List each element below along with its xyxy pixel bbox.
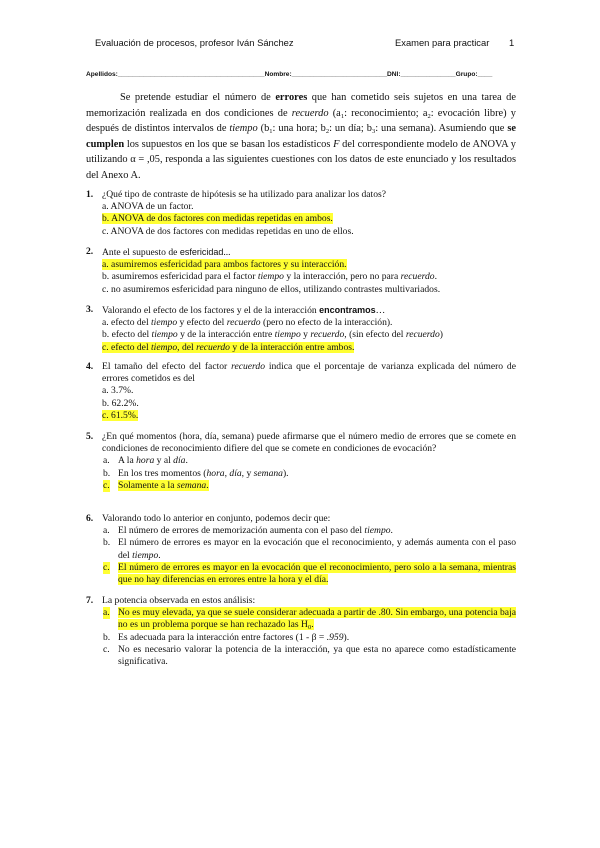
- q2-option-c[interactable]: c. no asumiremos esfericidad para ninguno de ellos, utilizando contrastes multivariados.: [102, 283, 441, 295]
- q6-option-b[interactable]: b. El número de errores es mayor en la evocación que el reconocimiento, y además aumenta con el paso del tiempo.: [103, 537, 516, 561]
- question-7: 7. La potencia observada en estos análisis: a. No es muy elevada, ya que se suele considerar adecuada a partir de .80. Sin embargo, una potencia baja no es un problema porque se han rechazado las $H_0$. b. Es adecuada para la interacción entre factores (1 - β = .959). c. No es necesario valorar la potencia de la interacción, ya que esta no aparece como estadísticamente significativa.: [86, 595, 516, 668]
- q1-option-c[interactable]: c. ANOVA de dos factores con medidas repetidas en uno de ellos.: [102, 225, 354, 237]
- q7-option-a[interactable]: a. No es muy elevada, ya que se suele considerar adecuada a partir de .80. Sin embargo, una potencia baja no es un problema porque se han rechazado las $H_0$.: [103, 607, 516, 632]
- question-3: 3. Valorando el efecto de los factores y el de la interacción encontramos… a. efecto del tiempo y efecto del recuerdo (pero no efecto de la interacción). b. efecto del tiempo y de la interacción entre tiempo y recuerdo, (sin efecto del recuerdo) c. efecto del tiempo, del recuerdo y de la interacción entre ambos.: [86, 304, 516, 354]
- exam-label: Examen para practicar: [395, 37, 490, 48]
- nombre-label: Nombre:: [264, 71, 292, 78]
- grupo-field[interactable]: ____: [477, 71, 493, 78]
- question-2: 2. Ante el supuesto de esfericidad... a. asumiremos esfericidad para ambos factores y su interacción. b. asumiremos esfericidad para el factor tiempo y la interacción, pero no para recuerdo. c. no asumiremos esfericidad para ninguno de ellos, utilizando contrastes multivariados.: [86, 246, 516, 296]
- q7-option-b[interactable]: b. Es adecuada para la interacción entre factores (1 - β = .959).: [103, 631, 350, 643]
- q5-option-a[interactable]: a. A la hora y al día.: [103, 455, 188, 467]
- intro-paragraph: Se pretende estudiar el número de errores que han cometido seis sujetos en una tarea de memorización realizada en dos condiciones de recuerdo ($a_1$: reconocimiento; $a_2$: evocación libre) y después de distintos intervalos de tiempo ($b_1$: una hora; $b_2$: un día; $b_3$: una semana). Asumiendo que se cumplen los supuestos en los que se basan los estadísticos F del correspondiente modelo de ANOVA y utilizando α = ,05, responda a las siguientes cuestiones con los datos de este enunciado y los resultados del Anexo A.: [86, 92, 517, 181]
- q3-option-b[interactable]: b. efecto del tiempo y de la interacción entre tiempo y recuerdo, (sin efecto del recuerdo): [102, 329, 443, 341]
- apellidos-label: Apellidos:: [86, 71, 118, 78]
- q4-option-a[interactable]: a. 3.7%.: [102, 385, 134, 397]
- q1-option-b[interactable]: b. ANOVA de dos factores con medidas repetidas en ambos.: [102, 213, 333, 225]
- q5-option-b[interactable]: b. En los tres momentos (hora, día, y semana).: [103, 467, 289, 479]
- q4-option-b[interactable]: b. 62.2%.: [102, 397, 139, 409]
- q6-option-c[interactable]: c. El número de errores es mayor en la evocación que el reconocimiento, pero solo a la semana, mientras que no hay diferencias en errores entre la hora y el día.: [103, 561, 516, 586]
- dni-field[interactable]: _______________: [400, 71, 456, 78]
- apellidos-field[interactable]: ________________________________________: [117, 71, 265, 78]
- question-1: 1. ¿Qué tipo de contraste de hipótesis se ha utilizado para analizar los datos? a. ANOVA de un factor. b. ANOVA de dos factores con medidas repetidas en ambos. c. ANOVA de dos factores con medidas repetidas en uno de ellos.: [86, 189, 516, 238]
- page-number: 1: [509, 37, 515, 48]
- q6-option-a[interactable]: a. El número de errores de memorización aumenta con el paso del tiempo.: [103, 525, 393, 537]
- q3-option-a[interactable]: a. efecto del tiempo y efecto del recuerdo (pero no efecto de la interacción).: [102, 317, 393, 329]
- question-5: 5. ¿En qué momentos (hora, día, semana) puede afirmarse que el número medio de errores que se comete en condiciones de reconocimiento difiere del que se comete en condiciones de evocación? a. A la hora y al día. b. En los tres momentos (hora, día, y semana). c. Solamente a la semana.: [86, 431, 516, 491]
- question-6: 6. Valorando todo lo anterior en conjunto, podemos decir que: a. El número de errores de memorización aumenta con el paso del tiempo. b. El número de errores es mayor en la evocación que el reconocimiento, y además aumenta con el paso del tiempo. c. El número de errores es mayor en la evocación que el reconocimiento, pero solo a la semana, mientras que no hay diferencias en errores entre la hora y el día.: [86, 513, 516, 586]
- grupo-label: Grupo:: [455, 71, 478, 78]
- q4-option-c[interactable]: c. 61.5%.: [102, 409, 139, 421]
- nombre-field[interactable]: __________________________: [291, 71, 388, 78]
- student-fields: [86, 71, 492, 78]
- course-title: Evaluación de procesos, profesor Iván Sánchez: [95, 37, 294, 48]
- question-4: 4. El tamaño del efecto del factor recuerdo indica que el porcentaje de varianza explicada del número de errores cometidos es del a. 3.7%. b. 62.2%. c. 61.5%.: [86, 361, 516, 421]
- q2-option-b[interactable]: b. asumiremos esfericidad para el factor tiempo y la interacción, pero no para recuerdo.: [102, 271, 437, 283]
- dni-label: DNI:: [387, 71, 401, 78]
- q3-option-c[interactable]: c. efecto del tiempo, del recuerdo y de la interacción entre ambos.: [102, 341, 355, 353]
- q5-option-c[interactable]: c. Solamente a la semana.: [103, 479, 209, 491]
- q7-option-c[interactable]: c. No es necesario valorar la potencia de la interacción, ya que esta no aparece como estadísticamente significativa.: [103, 643, 516, 668]
- q1-option-a[interactable]: a. ANOVA de un factor.: [102, 201, 194, 213]
- q2-option-a[interactable]: a. asumiremos esfericidad para ambos factores y su interacción.: [102, 259, 347, 271]
